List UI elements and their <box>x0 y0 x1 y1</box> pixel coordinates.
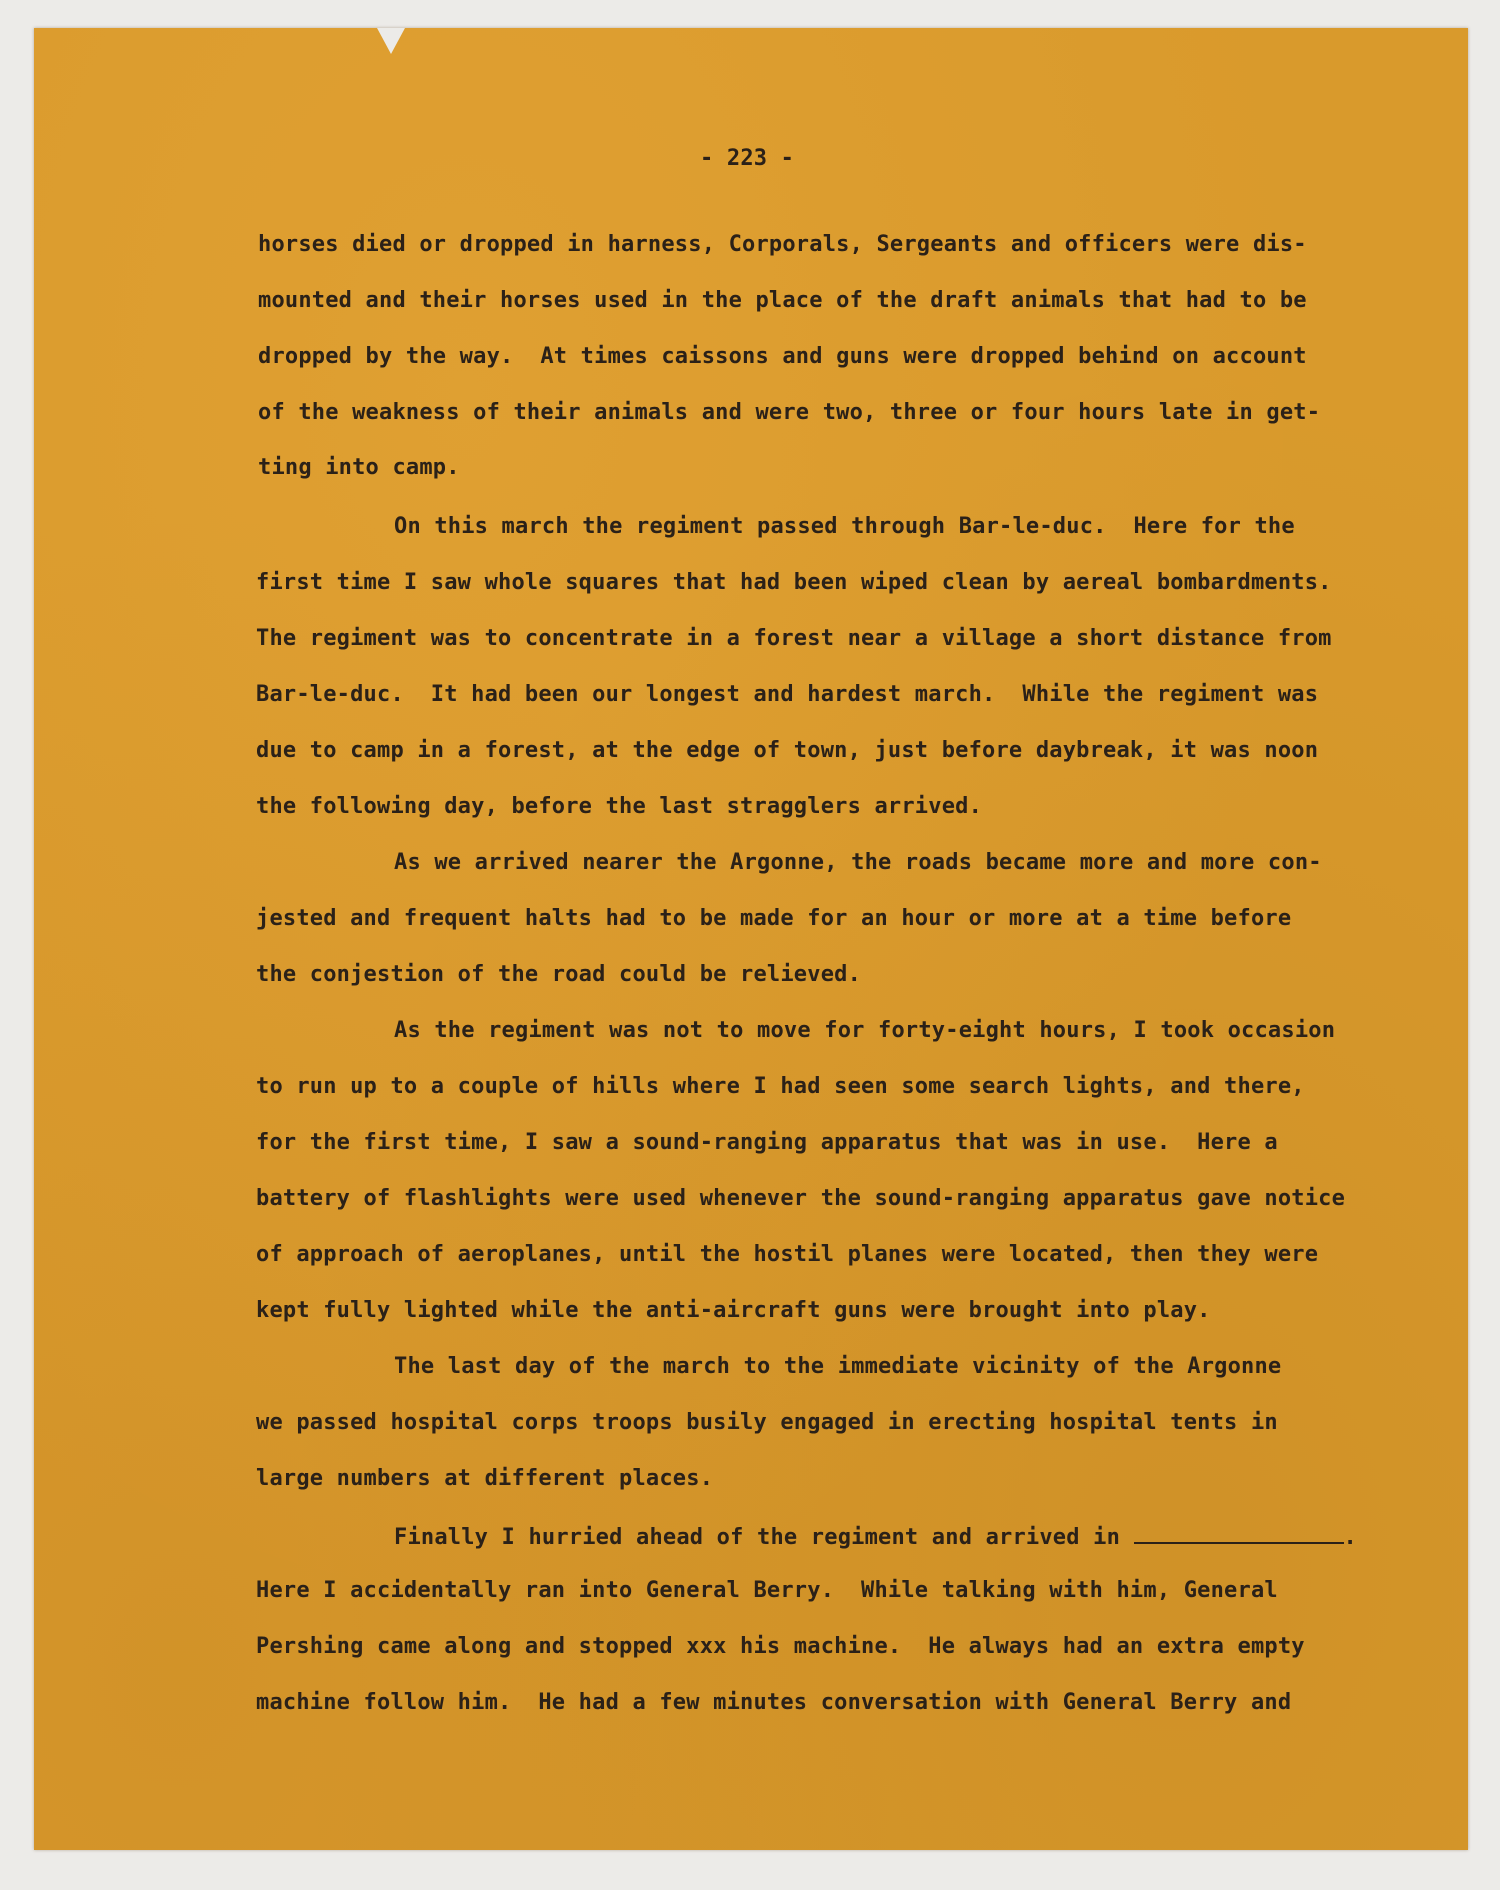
text-line: large numbers at different places. <box>256 1466 714 1491</box>
text-line-with-blank <box>394 1522 1357 1550</box>
text-line: of the weakness of their animals and were two, three or four hours late in get- <box>258 400 1321 425</box>
text-line: the following day, before the last stragglers arrived. <box>256 794 983 819</box>
text-line: to run up to a couple of hills where I had seen some search lights, and there, <box>256 1074 1305 1099</box>
blank-underline <box>1134 1522 1344 1544</box>
blank-period: . <box>1343 1525 1357 1550</box>
text-line: Finally I hurried ahead of the regiment and arrived in <box>394 1525 1121 1550</box>
text-line: Pershing came along and stopped xxx his machine. He always had an extra empty <box>256 1634 1305 1659</box>
paper-tear <box>377 28 405 54</box>
text-line: machine follow him. He had a few minutes conversation with General Berry and <box>256 1690 1292 1715</box>
text-line: Here I accidentally ran into General Berry. While talking with him, General <box>256 1578 1278 1603</box>
text-line: On this march the regiment passed through Bar-le-duc. Here for the <box>394 514 1295 539</box>
text-line: dropped by the way. At times caissons and guns were dropped behind on account <box>258 344 1307 369</box>
text-line: Bar-le-duc. It had been our longest and hardest march. While the regiment was <box>256 682 1319 707</box>
text-line: the conjestion of the road could be relieved. <box>256 962 862 987</box>
text-line: As the regiment was not to move for forty-eight hours, I took occasion <box>394 1018 1336 1043</box>
text-line: jested and frequent halts had to be made for an hour or more at a time before <box>256 906 1292 931</box>
text-line: kept fully lighted while the anti-aircraft guns were brought into play. <box>256 1298 1211 1323</box>
text-line: due to camp in a forest, at the edge of town, just before daybreak, it was noon <box>256 738 1319 763</box>
page-number: - 223 - <box>700 146 795 171</box>
text-line: of approach of aeroplanes, until the hostil planes were located, then they were <box>256 1242 1319 1267</box>
text-line: ting into camp. <box>258 455 460 480</box>
text-line: battery of flashlights were used whenever the sound-ranging apparatus gave notice <box>256 1186 1346 1211</box>
text-line: The last day of the march to the immediate vicinity of the Argonne <box>394 1354 1282 1379</box>
text-line: horses died or dropped in harness, Corporals, Sergeants and officers were dis- <box>258 232 1307 257</box>
text-line: for the first time, I saw a sound-ranging apparatus that was in use. Here a <box>256 1130 1278 1155</box>
text-line: mounted and their horses used in the place of the draft animals that had to be <box>258 288 1307 313</box>
text-line: As we arrived nearer the Argonne, the roads became more and more con- <box>394 850 1322 875</box>
text-line: first time I saw whole squares that had been wiped clean by aereal bombardments. <box>256 570 1332 595</box>
text-line: we passed hospital corps troops busily engaged in erecting hospital tents in <box>256 1410 1278 1435</box>
text-line: The regiment was to concentrate in a forest near a village a short distance from <box>256 626 1332 651</box>
